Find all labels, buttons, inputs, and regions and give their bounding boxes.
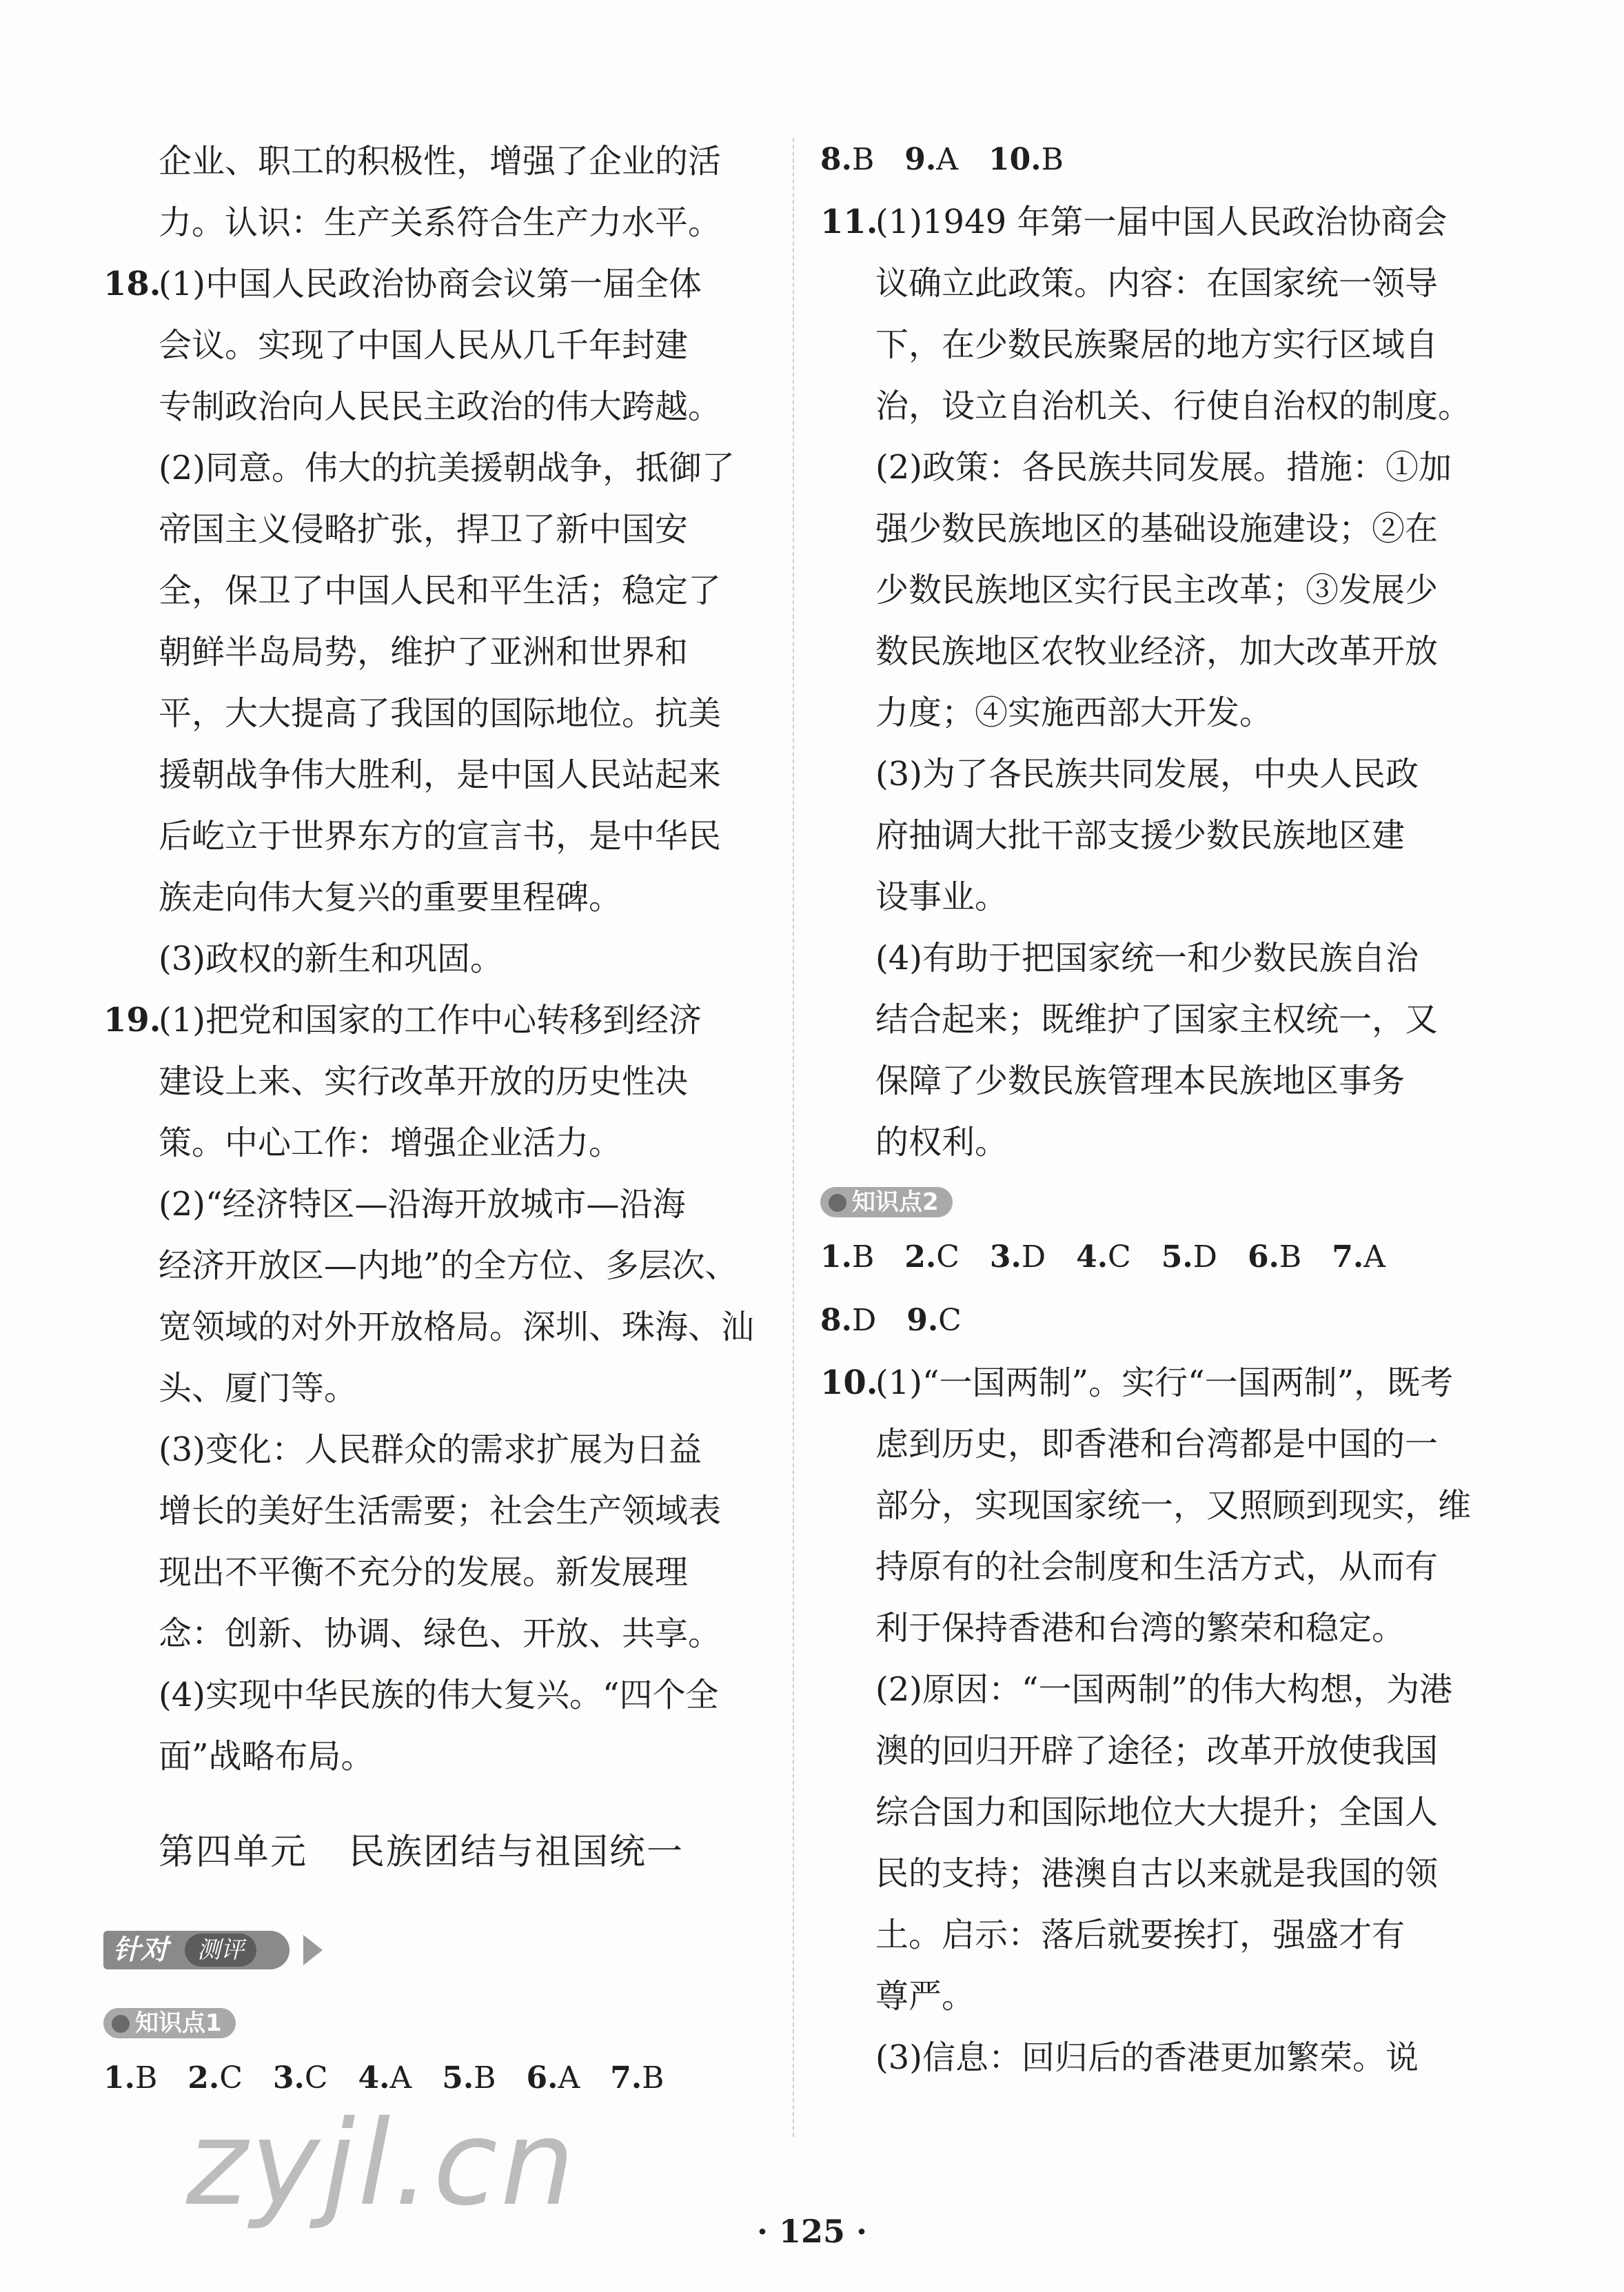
answer-item: 8.D <box>820 1303 877 1338</box>
arrow-icon <box>303 1935 323 1965</box>
text-line: 少数民族地区实行民主改革；③发展少 <box>875 571 1439 609</box>
text-line: 府抽调大批干部支援少数民族地区建 <box>875 816 1405 855</box>
text-line: 策。中心工作：增强企业活力。 <box>159 1124 622 1162</box>
answer-item: 3.C <box>272 2060 328 2096</box>
text-line: 设事业。 <box>875 878 1008 916</box>
section-banner <box>103 1925 765 1974</box>
text-line: 综合国力和国际地位大大提升；全国人 <box>875 1793 1439 1832</box>
question-18 <box>103 254 765 990</box>
answer-item: 7.A <box>1332 1239 1386 1275</box>
answer-item: 8.B <box>820 142 875 177</box>
text-line: 经济开放区—内地”的全方位、多层次、 <box>159 1246 738 1285</box>
text-line: (1)1949 年第一届中国人民政治协商会 <box>875 203 1448 241</box>
text-line: 朝鲜半岛局势，维护了亚洲和世界和 <box>159 633 689 671</box>
question-10 <box>820 1352 1530 2089</box>
text-line: 议确立此政策。内容：在国家统一领导 <box>875 264 1439 303</box>
answer-item: 1.B <box>820 1239 875 1275</box>
text-line: (1)中国人民政治协商会议第一届全体 <box>159 265 702 303</box>
answer-item: 9.A <box>904 142 958 177</box>
text-line: (3)政权的新生和巩固。 <box>159 940 503 978</box>
text-line: 结合起来；既维护了国家主权统一，又 <box>875 1000 1439 1039</box>
knowledge-point-tag: 知识点2 <box>820 1187 953 1217</box>
unit-number: 第四单元 <box>159 1832 308 1873</box>
text-line: (4)有助于把国家统一和少数民族自治 <box>875 939 1419 977</box>
answer-row <box>820 128 1530 192</box>
text-line: 企业、职工的积极性，增强了企业的活 <box>159 142 722 181</box>
text-line: 建设上来、实行改革开放的历史性决 <box>159 1062 689 1101</box>
text-line: 利于保持香港和台湾的繁荣和稳定。 <box>875 1609 1405 1647</box>
text-line: 部分，实现国家统一，又照顾到现实，维 <box>875 1486 1472 1525</box>
text-line: 面”战略布局。 <box>159 1737 374 1776</box>
circle-icon <box>829 1194 846 1212</box>
text-line: 宽领域的对外开放格局。深圳、珠海、汕 <box>159 1308 755 1346</box>
text-line: 民的支持；港澳自古以来就是我国的领 <box>875 1854 1439 1893</box>
text-line: 的权利。 <box>875 1123 1008 1162</box>
text-line: 后屹立于世界东方的宣言书，是中华民 <box>159 817 722 855</box>
text-line: 强少数民族地区的基础设施建设；②在 <box>875 509 1439 548</box>
text-line: 虑到历史，即香港和台湾都是中国的一 <box>875 1425 1439 1463</box>
answer-item: 9.C <box>906 1303 962 1338</box>
answer-row <box>820 1289 1530 1352</box>
answer-item: 5.B <box>442 2060 496 2096</box>
text-line: 族走向伟大复兴的重要里程碑。 <box>159 878 622 917</box>
text-line: (2)原因：“一国两制”的伟大构想，为港 <box>875 1670 1453 1709</box>
answer-item: 2.C <box>187 2060 243 2096</box>
answer-item: 2.C <box>904 1239 960 1275</box>
text-line: 会议。实现了中国人民从几千年封建 <box>159 326 689 365</box>
answer-item: 4.A <box>358 2060 412 2096</box>
text-line: 数民族地区农牧业经济，加大改革开放 <box>875 632 1439 671</box>
text-line: 念：创新、协调、绿色、开放、共享。 <box>159 1614 722 1653</box>
text-line: 保障了少数民族管理本民族地区事务 <box>875 1062 1405 1100</box>
banner-label: 针对 <box>113 1934 168 1966</box>
answer-item: 7.B <box>610 2060 664 2096</box>
question-11 <box>820 192 1530 1173</box>
text-line: 尊严。 <box>875 1977 975 2016</box>
answer-item: 6.A <box>526 2060 580 2096</box>
text-line: (3)信息：回归后的香港更加繁荣。说 <box>875 2038 1419 2077</box>
page-number: · 125 · <box>756 2213 868 2250</box>
text-line: 帝国主义侵略扩张，捍卫了新中国安 <box>159 510 689 549</box>
text-line: (2)政策：各民族共同发展。措施：①加 <box>875 448 1452 487</box>
question-19 <box>103 990 765 1787</box>
text-line: 持原有的社会制度和生活方式，从而有 <box>875 1548 1439 1586</box>
answer-item: 4.C <box>1076 1239 1131 1275</box>
text-line: 现出不平衡不充分的发展。新发展理 <box>159 1553 689 1592</box>
text-line: (4)实现中华民族的伟大复兴。“四个全 <box>159 1676 719 1714</box>
knowledge-point-tag: 知识点1 <box>103 2008 236 2038</box>
text-line: 援朝战争伟大胜利，是中国人民站起来 <box>159 755 722 794</box>
answer-item: 5.D <box>1161 1239 1217 1275</box>
text-line: 力度；④实施西部大开发。 <box>875 693 1273 732</box>
text-line: 全，保卫了中国人民和平生活；稳定了 <box>159 571 722 610</box>
text-line: (3)为了各民族共同发展，中央人民政 <box>875 755 1419 793</box>
unit-name: 民族团结与祖国统一 <box>349 1832 684 1873</box>
text-line: 治，设立自治机关、行使自治权的制度。 <box>875 387 1472 425</box>
circle-icon <box>112 2015 130 2033</box>
text-line: 下，在少数民族聚居的地方实行区域自 <box>875 325 1439 364</box>
answer-row <box>820 1226 1530 1289</box>
text-line: 土。启示：落后就要挨打，强盛才有 <box>875 1916 1405 1954</box>
question-number: 11. <box>820 203 878 241</box>
text-line: 平，大大提高了我国的国际地位。抗美 <box>159 694 722 733</box>
question-number: 19. <box>103 1001 161 1039</box>
text-line: (1)把党和国家的工作中心转移到经济 <box>159 1001 702 1039</box>
text-line: 力。认识：生产关系符合生产力水平。 <box>159 203 722 242</box>
text-line: 头、厦门等。 <box>159 1369 358 1408</box>
text-line: (2)“经济特区—沿海开放城市—沿海 <box>159 1185 686 1224</box>
left-column <box>103 131 765 2110</box>
banner-sublabel: 测评 <box>185 1934 256 1967</box>
column-divider <box>793 138 794 2137</box>
right-column <box>820 131 1530 2089</box>
text-line: 澳的回归开辟了途径；改革开放使我国 <box>875 1732 1439 1770</box>
text-line: 增长的美好生活需要；社会生产领域表 <box>159 1492 722 1530</box>
answer-item: 6.B <box>1247 1239 1302 1275</box>
answer-item: 10.B <box>988 142 1064 177</box>
text-line: (1)“一国两制”。实行“一国两制”，既考 <box>875 1363 1454 1402</box>
text-line: (2)同意。伟大的抗美援朝战争，抵御了 <box>159 449 735 487</box>
text-line: (3)变化：人民群众的需求扩展为日益 <box>159 1430 702 1469</box>
text-line: 专制政治向人民民主政治的伟大跨越。 <box>159 387 722 426</box>
answer-item: 1.B <box>103 2060 158 2096</box>
question-number: 18. <box>103 265 161 303</box>
watermark: zyjl.cn <box>186 2096 578 2232</box>
unit-title <box>103 1818 765 1887</box>
question-number: 10. <box>820 1363 878 1402</box>
answer-item: 3.D <box>989 1239 1046 1275</box>
